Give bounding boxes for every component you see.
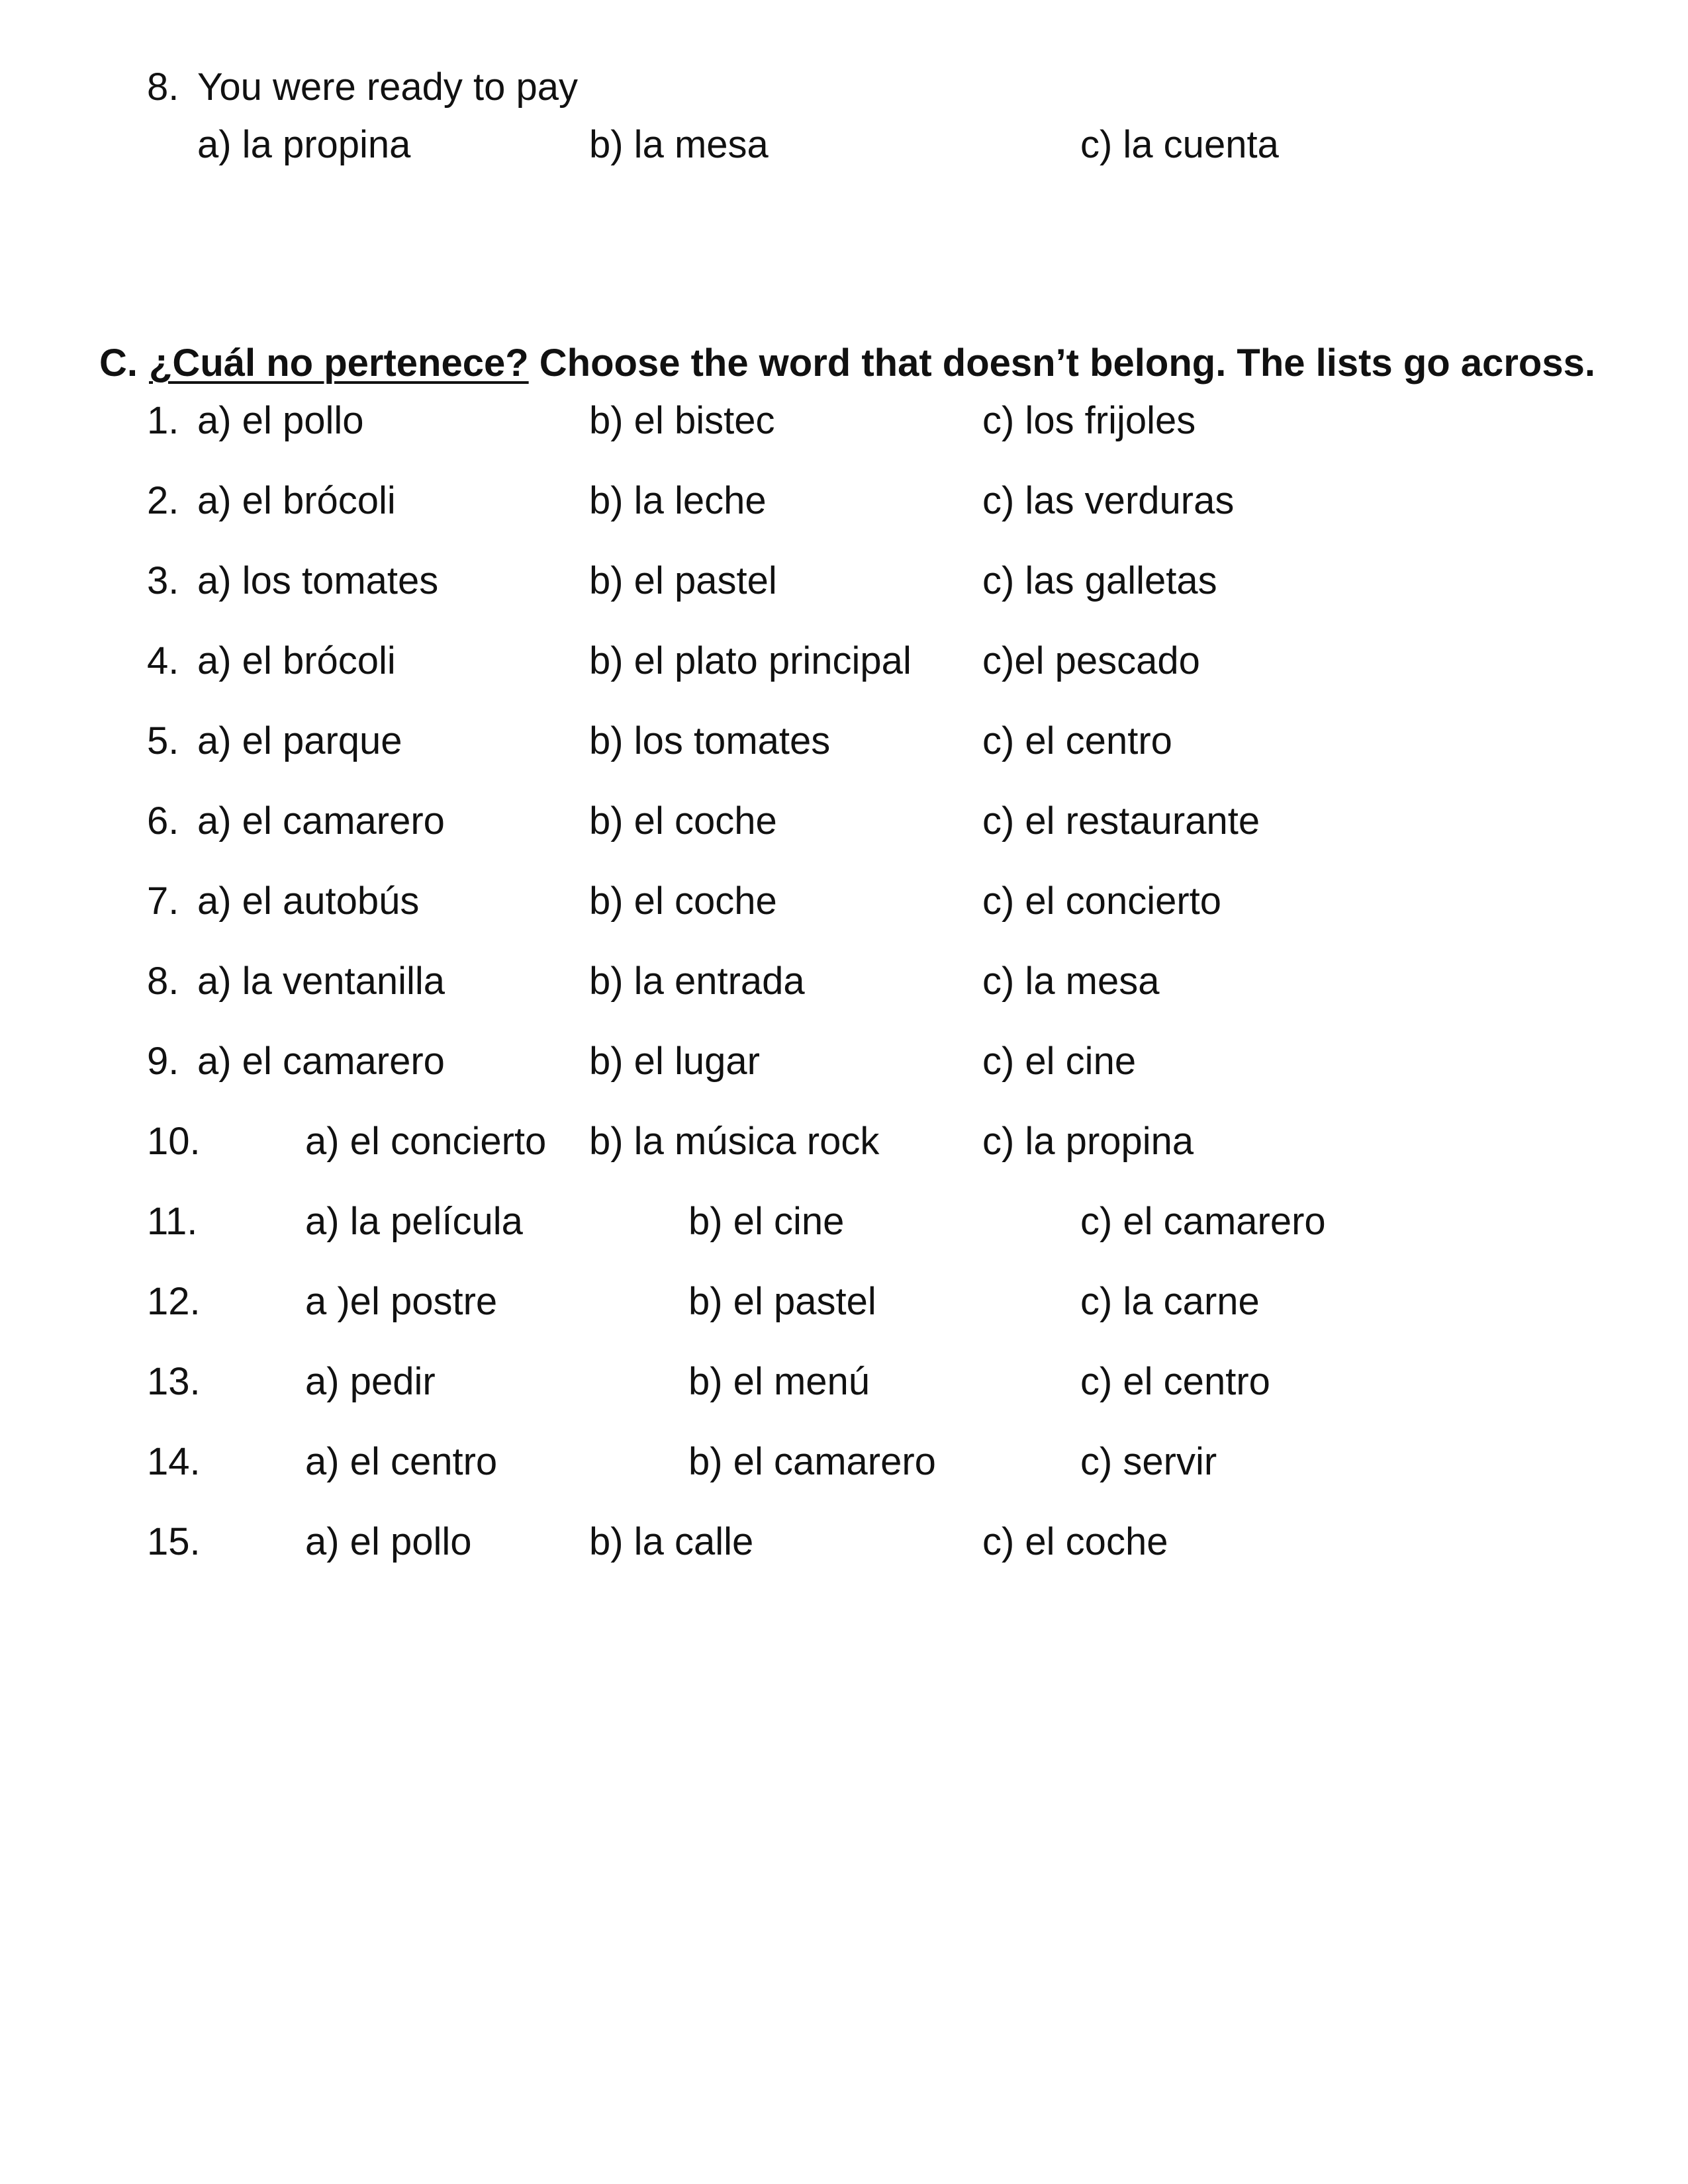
option-a: a) el pollo (197, 399, 364, 442)
option-a: a) el brócoli (197, 479, 396, 522)
option-a: a) el camarero (197, 1040, 445, 1083)
option-b: b) el lugar (589, 1040, 760, 1083)
option-c: c) el restaurante (982, 799, 1260, 842)
item-number: 3. (147, 559, 179, 602)
item-number: 14. (147, 1440, 201, 1483)
option-c: c) el cine (982, 1040, 1137, 1083)
option-b: b) el cine (688, 1200, 845, 1243)
section-letter: C. (99, 341, 138, 385)
option-c: c) la propina (982, 1120, 1194, 1163)
question-8-option-c: c) la cuenta (1080, 123, 1279, 166)
option-a: a) la ventanilla (197, 960, 445, 1003)
option-c: c) los frijoles (982, 399, 1196, 442)
option-a: a) los tomates (197, 559, 439, 602)
option-c: c) el centro (982, 719, 1172, 762)
item-number: 1. (147, 399, 179, 442)
section-instructions: Choose the word that doesn’t belong. The lists go across. (528, 341, 1595, 385)
option-a: a )el postre (305, 1280, 498, 1323)
option-b: b) la entrada (589, 960, 805, 1003)
question-8-option-b: b) la mesa (589, 123, 769, 166)
option-a: a) la película (305, 1200, 523, 1243)
option-c: c) las verduras (982, 479, 1235, 522)
option-b: b) la música rock (589, 1120, 880, 1163)
section-title: ¿Cuál no pertenece? (149, 341, 529, 385)
option-c: c) la mesa (982, 960, 1160, 1003)
option-c: c) las galletas (982, 559, 1217, 602)
option-c: c) el centro (1080, 1360, 1270, 1403)
option-b: b) el camarero (688, 1440, 936, 1483)
option-b: b) el plato principal (589, 639, 912, 682)
option-a: a) el parque (197, 719, 402, 762)
item-number: 4. (147, 639, 179, 682)
item-number: 13. (147, 1360, 201, 1403)
option-a: a) el autobús (197, 880, 420, 923)
option-c: c)el pescado (982, 639, 1200, 682)
option-a: a) pedir (305, 1360, 436, 1403)
option-a: a) el brócoli (197, 639, 396, 682)
option-a: a) el camarero (197, 799, 445, 842)
item-number: 9. (147, 1040, 179, 1083)
section-c-header (99, 340, 1595, 387)
option-c: c) el concierto (982, 880, 1222, 923)
item-number: 6. (147, 799, 179, 842)
item-number: 8. (147, 960, 179, 1003)
option-b: b) el coche (589, 880, 777, 923)
option-b: b) la leche (589, 479, 767, 522)
option-c: c) la carne (1080, 1280, 1260, 1323)
option-b: b) los tomates (589, 719, 831, 762)
option-c: c) el camarero (1080, 1200, 1326, 1243)
question-8-option-a: a) la propina (197, 123, 411, 166)
option-a: a) el concierto (305, 1120, 547, 1163)
option-c: c) servir (1080, 1440, 1217, 1483)
option-b: b) el pastel (688, 1280, 876, 1323)
option-c: c) el coche (982, 1520, 1168, 1563)
option-a: a) el centro (305, 1440, 498, 1483)
option-b: b) el bistec (589, 399, 775, 442)
item-number: 10. (147, 1120, 201, 1163)
option-b: b) la calle (589, 1520, 754, 1563)
question-8-number: 8. (147, 66, 179, 109)
option-b: b) el pastel (589, 559, 777, 602)
option-a: a) el pollo (305, 1520, 472, 1563)
option-b: b) el menú (688, 1360, 870, 1403)
item-number: 5. (147, 719, 179, 762)
item-number: 12. (147, 1280, 201, 1323)
question-8-prompt: You were ready to pay (197, 66, 579, 109)
option-b: b) el coche (589, 799, 777, 842)
item-number: 2. (147, 479, 179, 522)
item-number: 7. (147, 880, 179, 923)
item-number: 15. (147, 1520, 201, 1563)
item-number: 11. (147, 1200, 198, 1243)
